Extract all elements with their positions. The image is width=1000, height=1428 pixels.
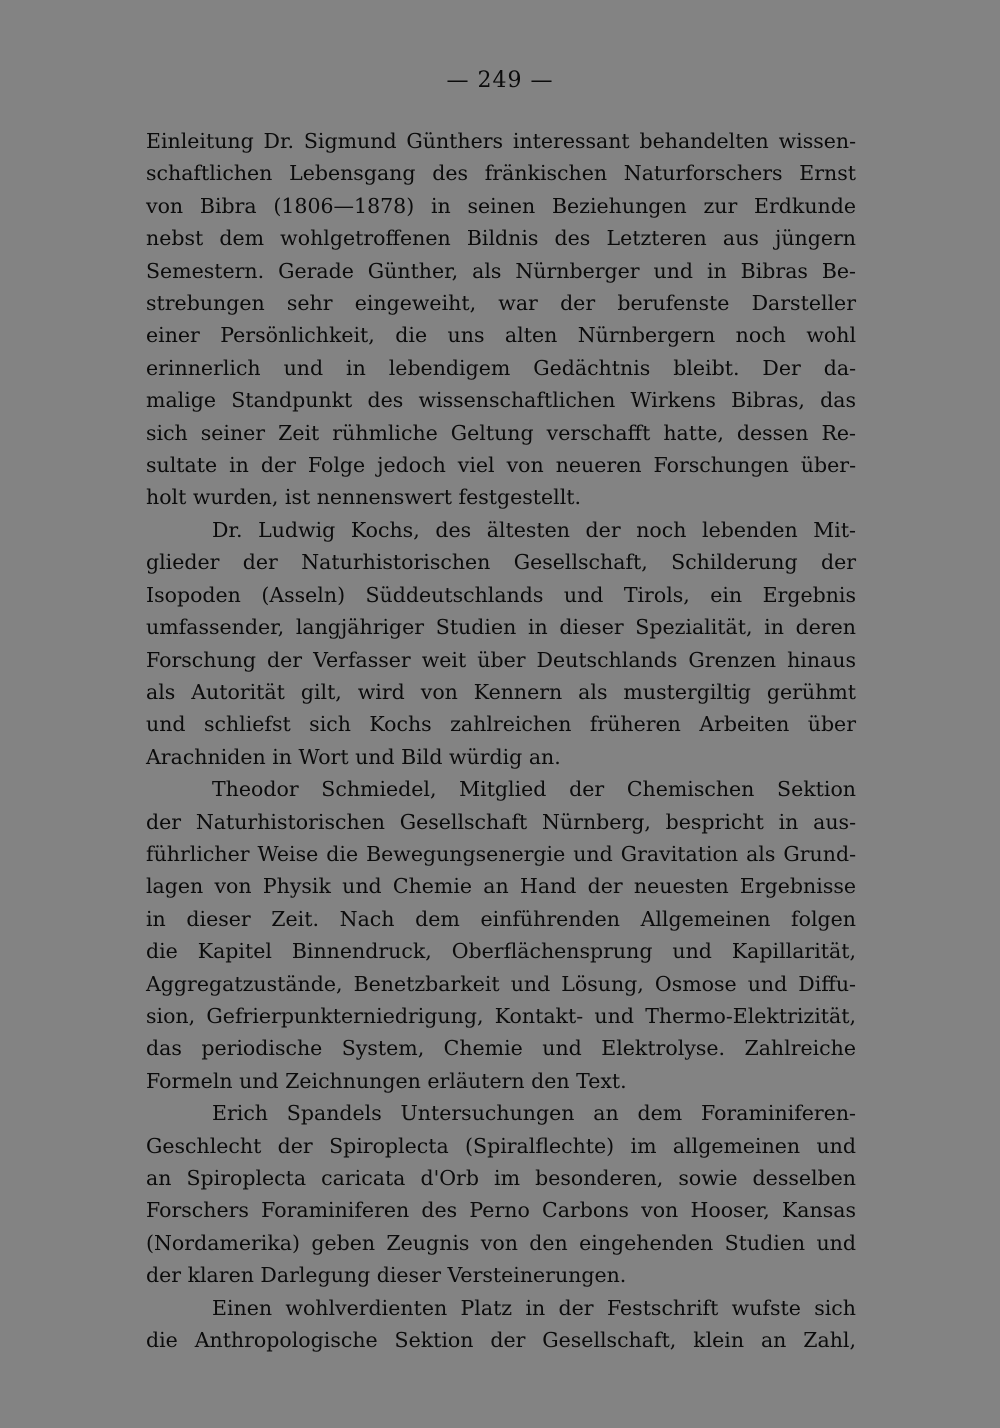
text-line: Arachniden in Wort und Bild würdig an. [146,744,561,769]
text-line: nebst dem wohlgetroffenen Bildnis des Letzteren aus jüngern [146,226,856,251]
paragraph-5 [146,1292,856,1357]
text-line: Aggregatzustände, Benetzbarkeit und Lösung, Osmose und Diffu- [146,971,856,996]
text-line: Geschlecht der Spiroplecta (Spiralflechte) im allgemeinen und [146,1133,856,1158]
paragraph-1 [146,125,856,514]
text-line: und schliefst sich Kochs zahlreichen früheren Arbeiten über [146,712,856,737]
text-line: lagen von Physik und Chemie an Hand der neuesten Ergebnisse [146,874,856,899]
text-line: Formeln und Zeichnungen erläutern den Text. [146,1068,627,1093]
text-line: Einleitung Dr. Sigmund Günthers interessant behandelten wissen- [146,129,856,153]
text-line: Isopoden (Asseln) Süddeutschlands und Tirols, ein Ergebnis [146,582,856,607]
text-line: Forschung der Verfasser weit über Deutschlands Grenzen hinaus [146,647,856,672]
text-line: schaftlichen Lebensgang des fränkischen Naturforschers Ernst [146,161,856,186]
text-line: von Bibra (1806—1878) in seinen Beziehungen zur Erdkunde [146,193,856,218]
text-line: das periodische System, Chemie und Elektrolyse. Zahlreiche [146,1036,856,1061]
text-line: strebungen sehr eingeweiht, war der berufenste Darsteller [146,291,856,316]
text-line: sultate in der Folge jedoch viel von neueren Forschungen über- [146,453,856,478]
text-line: sion, Gefrierpunkterniedrigung, Kontakt- und Thermo-Elektrizität, [146,1003,856,1028]
paragraph-2 [146,514,856,773]
text-line: Erich Spandels Untersuchungen an dem Foraminiferen- [212,1101,856,1126]
text-line: der Naturhistorischen Gesellschaft Nürnberg, bespricht in aus- [146,809,856,834]
paragraph-4 [146,1097,856,1291]
text-line: Theodor Schmiedel, Mitglied der Chemischen Sektion [212,777,856,802]
body-text [146,125,856,1356]
text-line: sich seiner Zeit rühmliche Geltung verschafft hatte, dessen Re- [146,420,856,445]
text-line: führlicher Weise die Bewegungsenergie und Gravitation als Grund- [146,841,856,866]
text-line: die Anthropologische Sektion der Gesellschaft, klein an Zahl, [146,1328,856,1353]
text-line: holt wurden, ist nennenswert festgestellt. [146,485,582,510]
text-line: einer Persönlichkeit, die uns alten Nürnbergern noch wohl [146,323,856,348]
text-line: der klaren Darlegung dieser Versteinerungen. [146,1263,627,1288]
text-line: erinnerlich und in lebendigem Gedächtnis bleibt. Der da- [146,355,856,380]
text-line: umfassender, langjähriger Studien in dieser Spezialität, in deren [146,615,856,640]
text-line: (Nordamerika) geben Zeugnis von den eingehenden Studien und [146,1230,856,1255]
text-line: Einen wohlverdienten Platz in der Festschrift wufste sich [212,1295,856,1320]
text-line: die Kapitel Binnendruck, Oberflächensprung und Kapillarität, [146,939,856,964]
paragraph-3 [146,773,856,1097]
text-line: Forschers Foraminiferen des Perno Carbons von Hooser, Kansas [146,1198,856,1223]
text-line: glieder der Naturhistorischen Gesellschaft, Schilderung der [146,550,856,575]
text-line: an Spiroplecta caricata d'Orb im besonderen, sowie desselben [146,1166,856,1190]
text-line: Semestern. Gerade Günther, als Nürnberger und in Bibras Be- [146,258,856,283]
text-line: in dieser Zeit. Nach dem einführenden Allgemeinen folgen [146,906,856,931]
page-number: — 249 — [446,68,554,93]
text-line: als Autorität gilt, wird von Kennern als mustergiltig gerühmt [146,679,856,704]
text-line: Dr. Ludwig Kochs, des ältesten der noch lebenden Mit- [212,517,856,542]
text-line: malige Standpunkt des wissenschaftlichen Wirkens Bibras, das [146,388,856,413]
